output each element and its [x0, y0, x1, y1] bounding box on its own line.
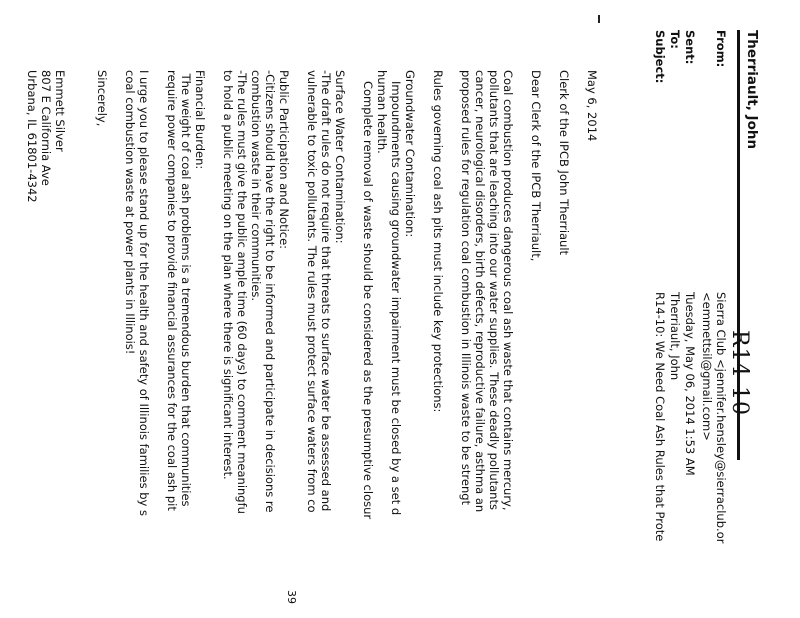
letter-line: require power companies to provide financial assurances for the coal ash pit — [165, 70, 179, 511]
sent-label: Sent: — [683, 30, 697, 65]
letter-line: Impoundments causing groundwater impairment must be closed by a set d — [389, 70, 403, 516]
letter-date: May 6, 2014 — [585, 70, 599, 142]
docket-number: R14-10 — [727, 330, 752, 416]
signature-name: Emmett Silver — [53, 70, 67, 152]
section-heading-financial-burden: Financial Burden: — [193, 70, 207, 170]
letter-line: -Citizens should have the right to be informed and participate in decisions re — [263, 70, 277, 513]
letter-body — [25, 70, 599, 519]
letter-line: -The draft rules do not require that threats to surface water be assessed and — [319, 70, 333, 512]
page-number: 39 — [285, 590, 298, 604]
letter-line: Coal combustion produces dangerous coal ash waste that contains mercury, — [501, 70, 515, 511]
letter-line: human health. — [375, 70, 389, 154]
from-value-line-2: <emmettsil@gmail.com> — [700, 292, 714, 441]
scan-margin-mark — [598, 15, 600, 23]
section-heading-surface-water: Surface Water Contamination: — [333, 70, 347, 244]
letter-line: Rules governing coal ash pits must include key protections: — [431, 70, 445, 413]
to-value: Therriault, John — [668, 292, 682, 381]
signature-address-city: Urbana, IL 61801-4342 — [25, 70, 39, 203]
letter-line: -The rules must give the public ample time (60 days) to comment meaningfu — [235, 70, 249, 514]
letter-line: The weight of coal ash problems is a tremendous burden that communities — [179, 70, 193, 507]
letter-line: combustion waste in their communities. — [249, 70, 263, 302]
to-label: To: — [668, 30, 682, 49]
signature-address-street: 807 E California Ave — [39, 70, 53, 186]
letter-line: pollutants that are leaching into our water supplies. These deadly pollutants — [487, 70, 501, 510]
letter-line: to hold a public meeting on the plan where there is significant interest. — [221, 70, 235, 480]
letter-closing: Sincerely, — [95, 70, 109, 127]
letter-addressee: Clerk of the IPCB John Therriault — [557, 70, 571, 256]
from-value-line-1: Sierra Club <jennifer.hensley@sierraclub.or — [714, 292, 728, 544]
header-recipient-name: Therriault, John — [744, 30, 760, 150]
letter-line: vulnerable to toxic pollutants. The rules must protect surface waters from co — [305, 70, 319, 513]
subject-value: R14-10: We Need Coal Ash Rules that Prote — [653, 292, 667, 542]
from-label: From: — [714, 30, 728, 68]
sent-value: Tuesday, May 06, 2014 1:53 AM — [683, 292, 697, 476]
header-divider-line — [737, 30, 740, 460]
letter-line: I urge you to please stand up for the health and safety of Illinois families by s — [137, 70, 151, 516]
letter-line: Complete removal of waste should be considered as the presumptive closur — [361, 70, 375, 520]
section-heading-public-participation: Public Participation and Notice: — [277, 70, 291, 250]
section-heading-groundwater: Groundwater Contamination: — [403, 70, 417, 238]
letter-line: proposed rules for regulation coal combustion in Illinois waste to be strengt — [459, 70, 473, 506]
letter-line: coal combustion waste at power plants in Illinois! — [123, 70, 137, 355]
letter-salutation: Dear Clerk of the IPCB Therriault, — [529, 70, 543, 262]
subject-label: Subject: — [653, 30, 667, 84]
letter-line: cancer, neurological disorders, birth defects, reproductive failure, asthma an — [473, 70, 487, 513]
